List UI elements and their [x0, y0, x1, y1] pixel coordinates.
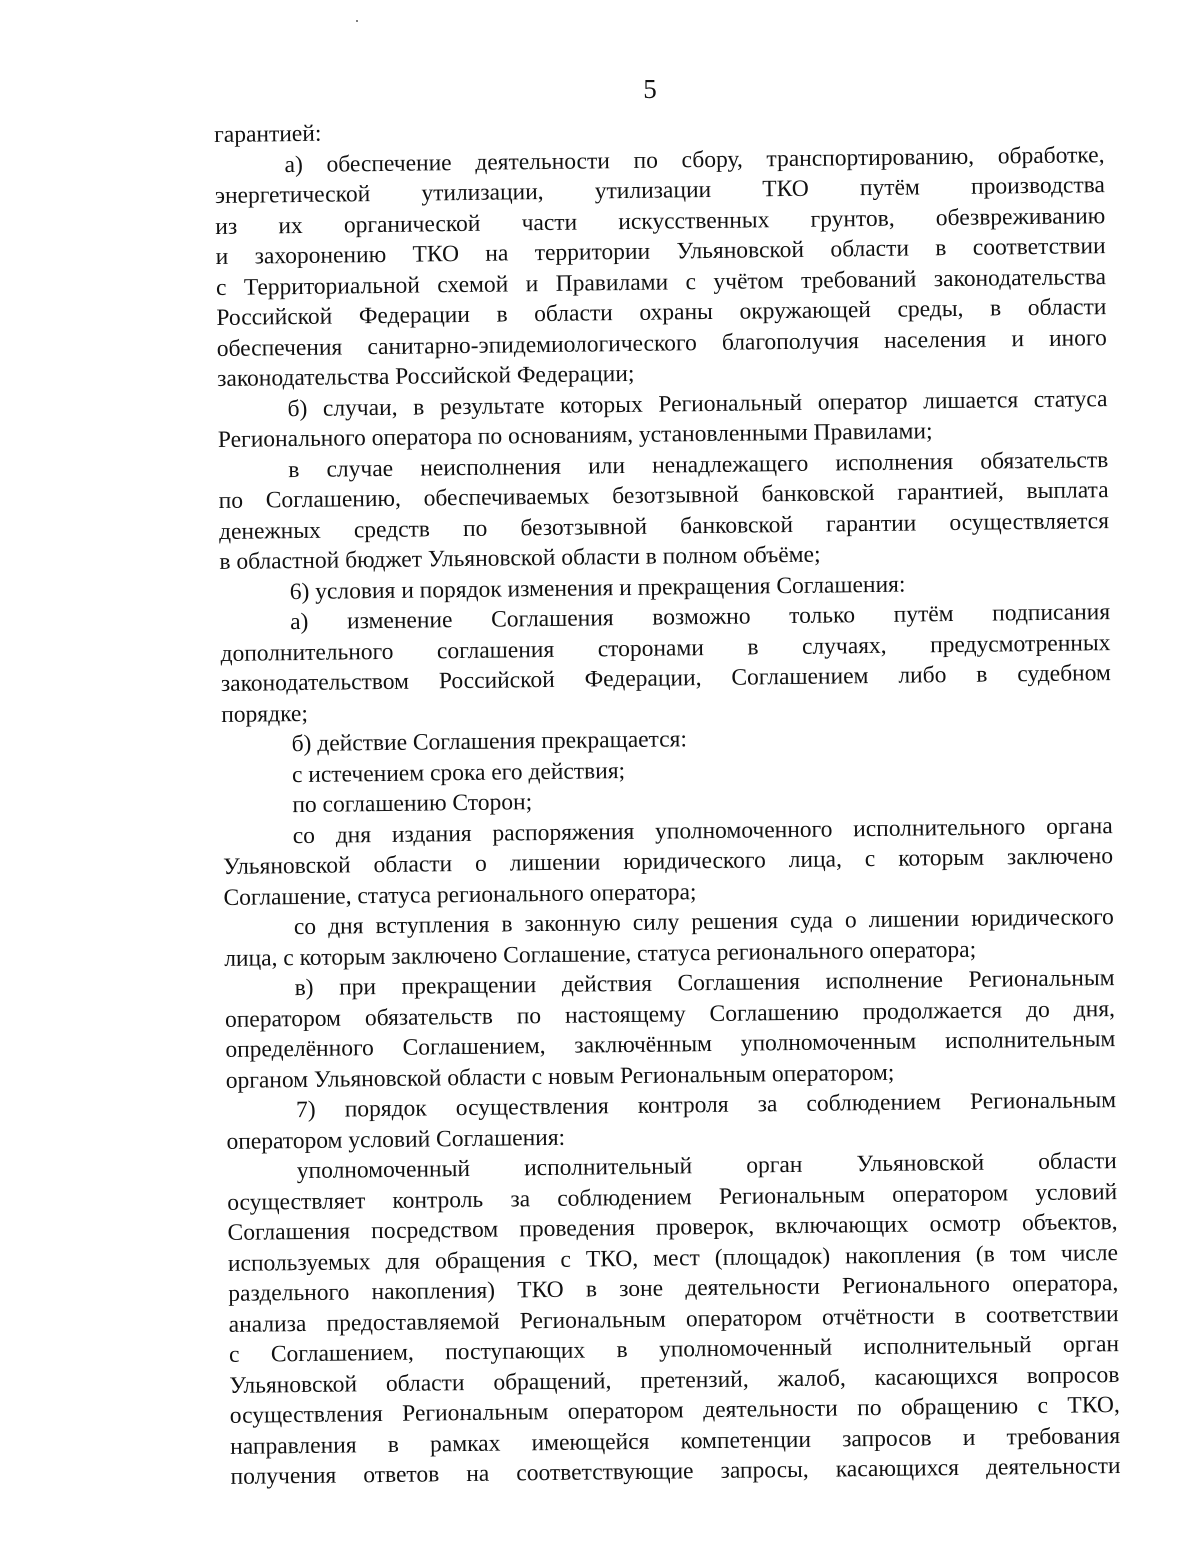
text-line: с истечением срока его действия; — [291, 757, 626, 788]
text-line: с Территориальной схемой и Правилами с учётом требований законодательства — [215, 263, 1107, 301]
text-line: Соглашение, статуса регионального оператора; — [223, 878, 697, 911]
text-line: б) случаи, в результате которых Региональный оператор лишается статуса — [287, 385, 1108, 422]
text-line: осуществляет контроль за соблюдением Региональным оператором условий — [227, 1178, 1118, 1216]
text-line: оператором условий Соглашения: — [226, 1124, 566, 1155]
text-line: с Соглашением, поступающих в уполномоченный исполнительный орган — [228, 1331, 1120, 1368]
text-line: Ульяновской области обращений, претензий, жалоб, касающихся вопросов — [229, 1361, 1120, 1399]
text-line: порядке; — [221, 700, 309, 728]
text-line: раздельного накопления) ТКО в зоне деятельности Регионального оператора, — [228, 1270, 1119, 1307]
text-line: и захоронению ТКО на территории Ульяновской области в соответствии — [215, 233, 1106, 270]
text-line: из их органической части искусственных грунтов, обезвреживанию — [215, 202, 1106, 240]
text-line: денежных средств по безотзывной банковской гарантии осуществляется — [218, 507, 1110, 545]
text-line: гарантией: — [214, 120, 322, 148]
text-line: осуществления Региональным оператором деятельности по обращению с ТКО, — [229, 1392, 1120, 1429]
text-line: Российской Федерации в области охраны окружающей среды, в области — [216, 294, 1107, 331]
text-line: со дня издания распоряжения уполномоченного исполнительного органа — [292, 812, 1113, 849]
text-line: лица, с которым заключено Соглашение, статуса регионального оператора; — [224, 936, 977, 972]
text-line: по соглашению Сторон; — [292, 789, 533, 819]
text-line: законодательства Российской Федерации; — [217, 360, 635, 392]
text-line: Ульяновской области о лишении юридического лица, с которым заключено — [222, 843, 1114, 880]
text-line: анализа предоставляемой Региональным оператором отчётности в соответствии — [228, 1300, 1119, 1338]
text-line: получения ответов на соответствующие запросы, касающихся деятельности — [230, 1453, 1121, 1490]
text-line: в) при прекращении действия Соглашения исполнение Региональным — [294, 965, 1115, 1002]
text-line: со дня вступления в законную силу решения суда о лишении юридического — [293, 904, 1114, 941]
text-line: законодательством Российской Федерации, Соглашением либо в судебном — [220, 660, 1111, 697]
text-line: обеспечения санитарно-эпидемиологического благополучия населения и иного — [216, 324, 1107, 362]
text-line: в областной бюджет Ульяновской области в полном объёме; — [219, 541, 821, 575]
text-line: дополнительного соглашения сторонами в случаях, предусмотренных — [220, 629, 1111, 667]
text-line: оператором обязательств по настоящему Соглашению продолжается до дня, — [224, 995, 1116, 1033]
text-line: 7) порядок осуществления контроля за соблюдением Региональным — [295, 1087, 1117, 1124]
text-line: определённого Соглашением, заключённым уполномоченным исполнительным — [225, 1026, 1116, 1063]
text-line: направления в рамках имеющейся компетенции запросов и требования — [230, 1422, 1121, 1460]
text-line: уполномоченный исполнительный орган Ульяновской области — [296, 1148, 1117, 1185]
text-line: а) изменение Соглашения возможно только путём подписания — [289, 599, 1111, 636]
text-line: а) обеспечение деятельности по сбору, транспортированию, обработке, — [284, 141, 1105, 178]
text-line: б) действие Соглашения прекращается: — [291, 726, 688, 758]
text-line: в случае неисполнения или ненадлежащего исполнения обязательств — [288, 446, 1109, 483]
scan-speck — [356, 20, 358, 22]
text-line: по Соглашению, обеспечиваемых безотзывной банковской гарантией, выплата — [218, 477, 1109, 514]
text-line: используемых для обращения с ТКО, мест (площадок) накопления (в том числе — [227, 1239, 1119, 1277]
text-line: Соглашения посредством проведения проверок, включающих осмотр объектов, — [227, 1209, 1118, 1246]
text-line: Регионального оператора по основаниям, установленными Правилами; — [217, 418, 933, 453]
document-body — [214, 109, 1121, 1492]
text-line: органом Ульяновской области с новым Региональным оператором; — [225, 1059, 895, 1094]
text-line: 6) условия и порядок изменения и прекращения Соглашения: — [289, 571, 906, 605]
page-number: 5 — [643, 74, 657, 104]
text-line: энергетической утилизации, утилизации ТКО путём производства — [214, 172, 1106, 209]
